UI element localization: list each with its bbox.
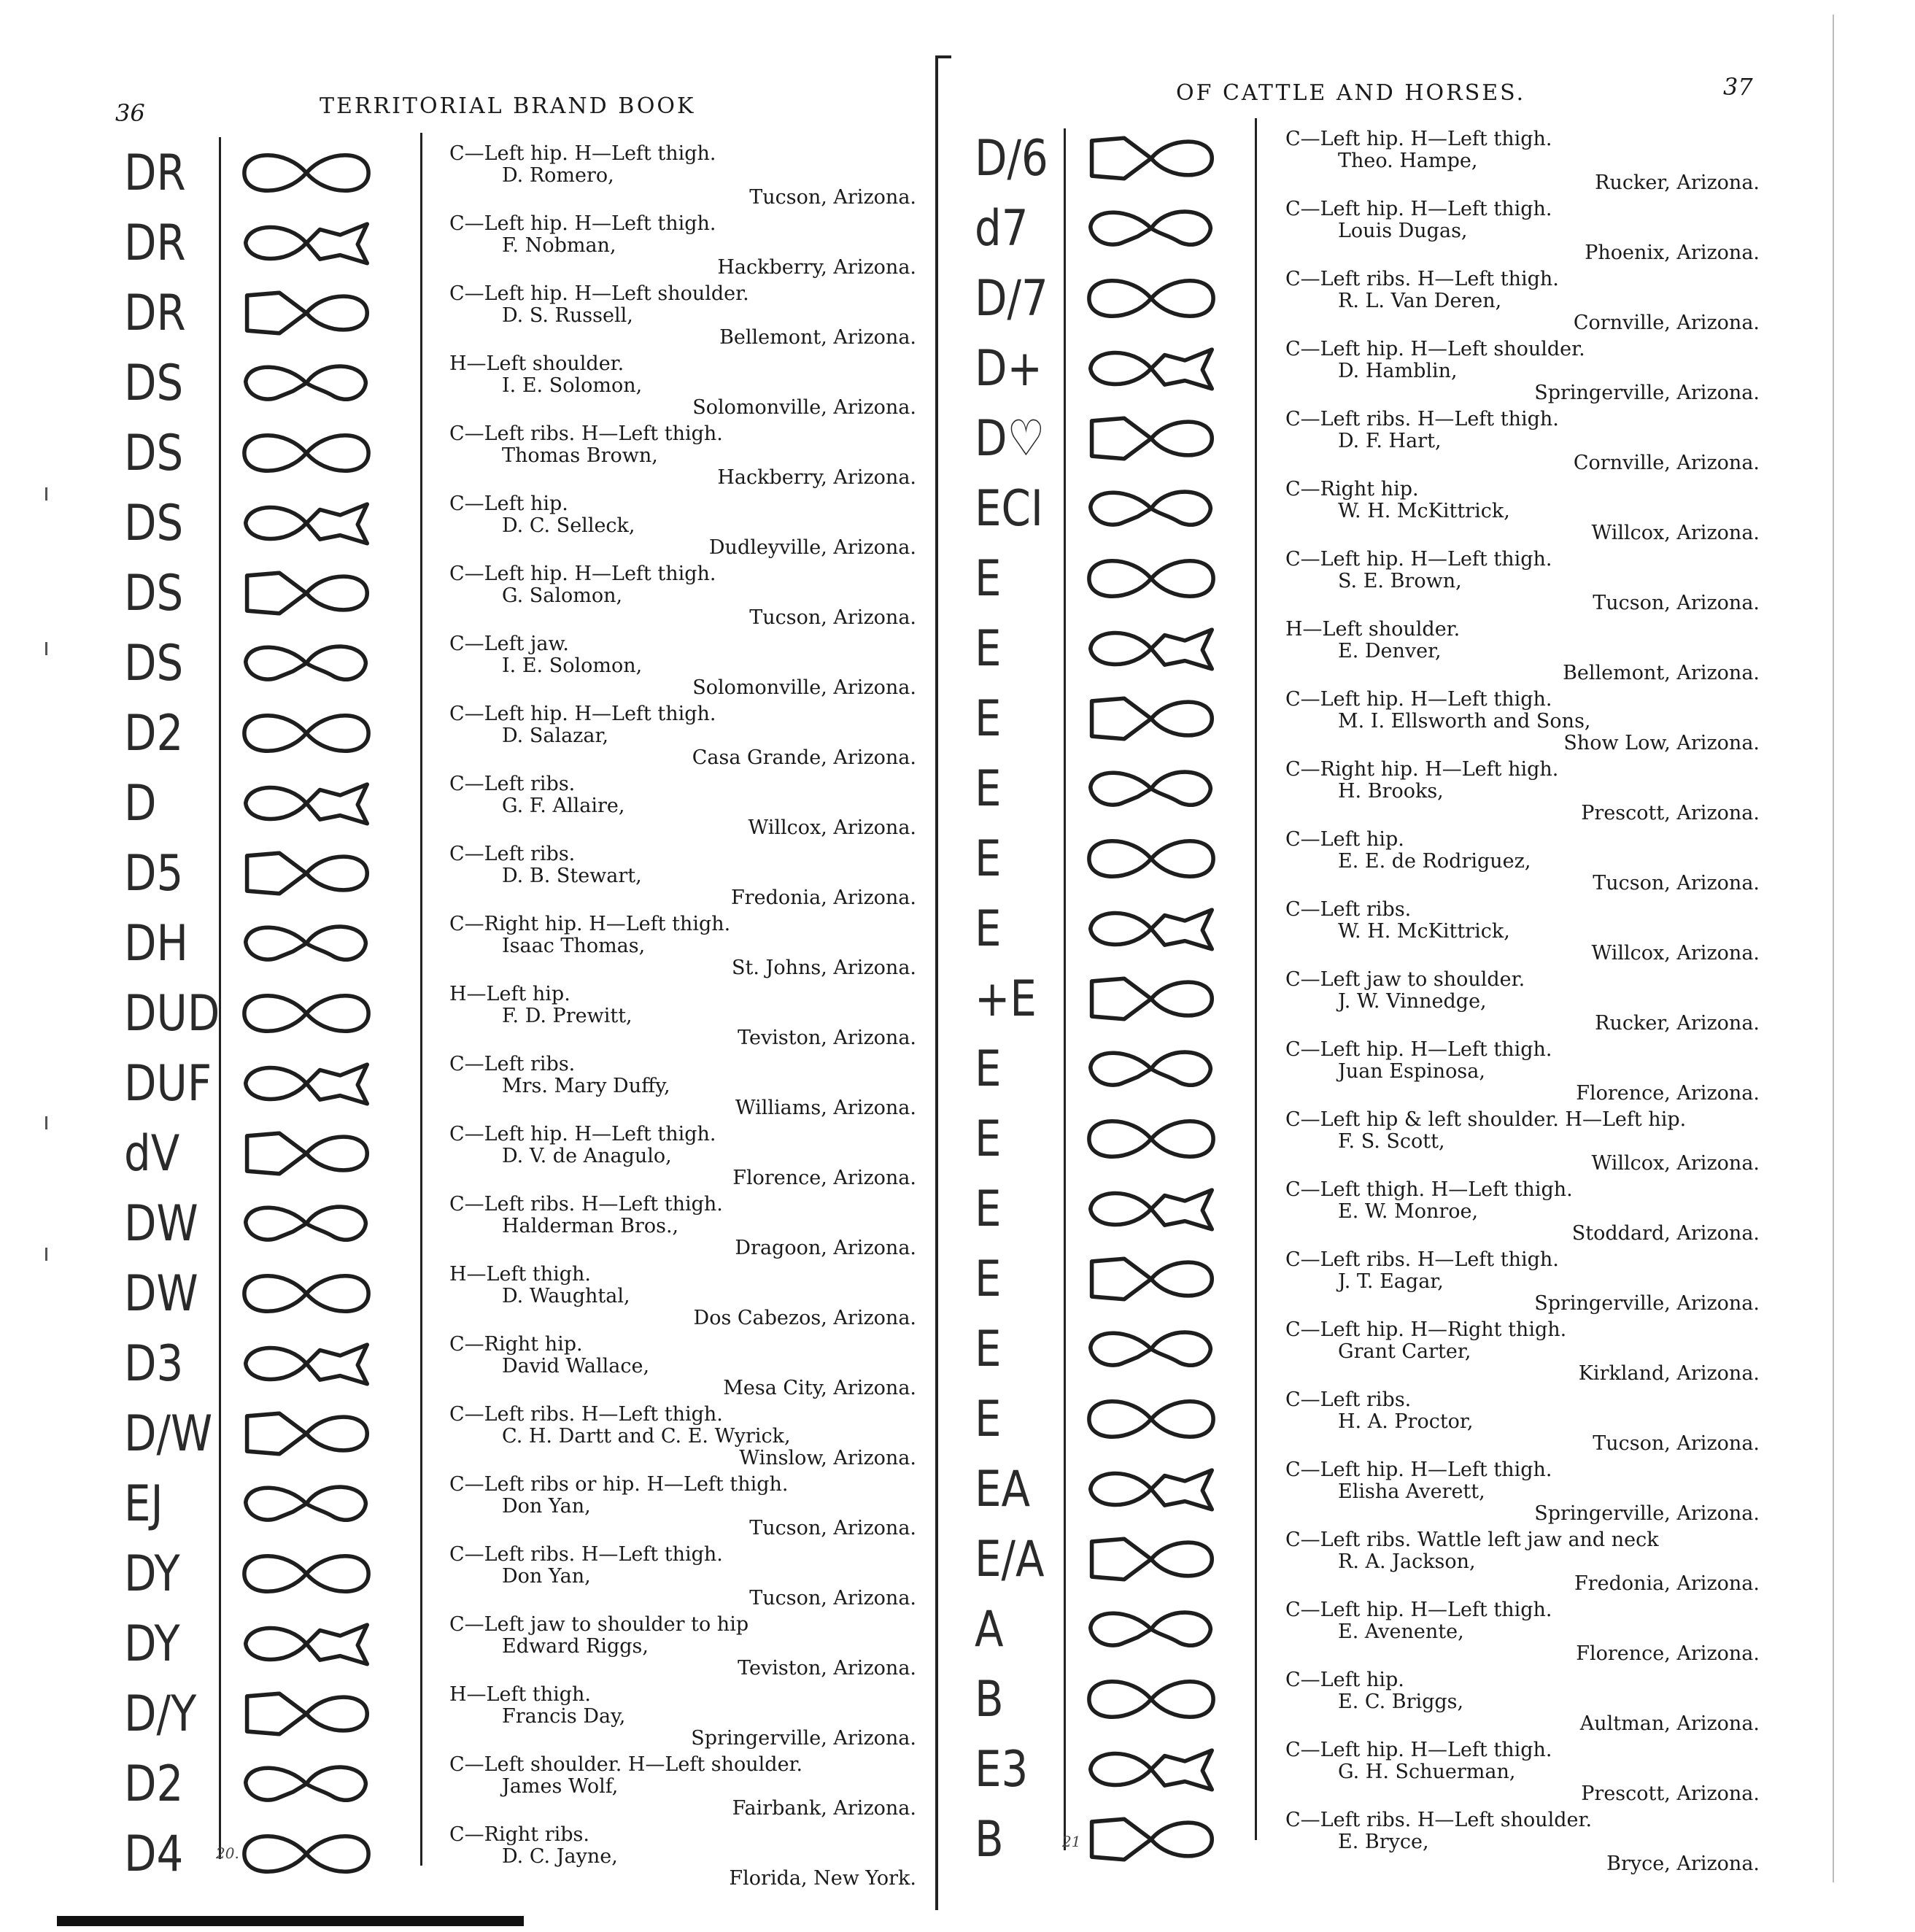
owner-location: Hackberry, Arizona.: [717, 466, 916, 489]
brand-marks: C—Left hip. H—Left thigh.: [1285, 128, 1552, 150]
brand-letters: +E: [975, 970, 1037, 1028]
brand-marks: C—Right hip.: [1285, 478, 1419, 501]
brand-letters: E/A: [975, 1531, 1045, 1588]
owner-name: G. F. Allaire,: [502, 795, 625, 817]
brand-marks: C—Left ribs. H—Left thigh.: [449, 422, 723, 445]
brand-marks: C—Left shoulder. H—Left shoulder.: [449, 1753, 803, 1776]
brand-marks: H—Left thigh.: [449, 1263, 592, 1286]
brand-letters: DR: [124, 144, 186, 202]
owner-location: Tucson, Arizona.: [749, 1587, 916, 1610]
brand-earmark-shape: [1071, 972, 1231, 1026]
brand-marks: C—Right hip. H—Left high.: [1285, 758, 1559, 781]
owner-location: Dos Cabezos, Arizona.: [693, 1307, 916, 1329]
brand-marks: H—Left shoulder.: [449, 352, 624, 375]
brand-marks: C—Left ribs. H—Left thigh.: [1285, 268, 1559, 290]
brand-letters: E: [975, 1321, 1002, 1378]
owner-location: Show Low, Arizona.: [1563, 732, 1760, 754]
brand-letters: D♡: [975, 410, 1045, 468]
brand-entry-row: [0, 1739, 1915, 1813]
brand-marks: C—Left hip. H—Left thigh.: [449, 1123, 716, 1145]
brand-letters: DUD: [124, 985, 220, 1043]
brand-letters: E: [975, 830, 1002, 888]
owner-location: Bellemont, Arizona.: [719, 326, 916, 349]
brand-marks: C—Left jaw to shoulder to hip: [449, 1613, 749, 1636]
page-header-left: TERRITORIAL BRAND BOOK: [320, 93, 696, 119]
owner-name: C. H. Dartt and C. E. Wyrick,: [502, 1425, 791, 1448]
brand-letters: DR: [124, 215, 186, 272]
brand-letters: DY: [124, 1545, 180, 1603]
brand-marks: C—Left ribs. H—Left thigh.: [449, 1193, 723, 1216]
brand-earmark-shape: [1071, 1042, 1231, 1096]
owner-location: Bellemont, Arizona.: [1563, 662, 1760, 684]
owner-location: Springerville, Arizona.: [1534, 1292, 1760, 1315]
brand-letters: ECI: [975, 480, 1043, 538]
brand-letters: DS: [124, 425, 184, 482]
brand-marks: C—Left hip. H—Left shoulder.: [1285, 338, 1585, 360]
owner-location: Willcox, Arizona.: [1591, 1152, 1760, 1175]
owner-name: Thomas Brown,: [502, 444, 658, 467]
owner-location: Willcox, Arizona.: [748, 816, 916, 839]
brand-entry-text: [1285, 969, 1760, 1035]
brand-letters: DW: [124, 1265, 198, 1323]
owner-name: M. I. Ellsworth and Sons,: [1338, 710, 1591, 733]
owner-name: H. A. Proctor,: [1338, 1410, 1474, 1433]
brand-marks: C—Left hip.: [1285, 1669, 1404, 1691]
brand-letters: DS: [124, 495, 184, 552]
owner-name: Don Yan,: [502, 1495, 591, 1518]
owner-location: Fredonia, Arizona.: [730, 886, 916, 909]
owner-name: D. C. Selleck,: [502, 514, 635, 537]
owner-location: Springerville, Arizona.: [691, 1727, 916, 1750]
owner-name: D. B. Stewart,: [502, 865, 642, 887]
brand-marks: C—Left ribs. H—Left thigh.: [1285, 408, 1559, 430]
brand-marks: C—Right hip. H—Left thigh.: [449, 913, 731, 935]
brand-marks: H—Left shoulder.: [1285, 618, 1461, 641]
brand-entry-row: [0, 758, 1915, 832]
brand-entry-row: [0, 268, 1915, 342]
brand-letters: D: [124, 775, 157, 832]
owner-name: J. W. Vinnedge,: [1338, 990, 1487, 1013]
owner-name: W. H. McKittrick,: [1338, 920, 1510, 943]
owner-name: D. V. de Anagulo,: [502, 1145, 672, 1167]
brand-letters: D+: [975, 340, 1042, 398]
brand-earmark-shape: [1071, 1392, 1231, 1446]
brand-marks: C—Right ribs.: [449, 1823, 589, 1846]
owner-location: Phoenix, Arizona.: [1585, 242, 1760, 264]
brand-earmark-shape: [1071, 832, 1231, 886]
owner-location: Fairbank, Arizona.: [732, 1797, 916, 1820]
page-number-right: 37: [1723, 73, 1753, 101]
brand-letters: E: [975, 1040, 1002, 1098]
brand-entry-text: [1285, 1459, 1760, 1525]
brand-marks: C—Left ribs.: [449, 843, 576, 865]
brand-entry-row: [0, 1529, 1915, 1603]
owner-name: E. C. Briggs,: [1338, 1690, 1464, 1713]
brand-marks: C—Left thigh. H—Left thigh.: [1285, 1178, 1573, 1201]
brand-entry-text: [1285, 479, 1760, 544]
owner-location: Dudleyville, Arizona.: [708, 536, 916, 559]
brand-entry-text: [1285, 759, 1760, 824]
brand-marks: C—Left ribs. H—Left thigh.: [449, 1403, 723, 1426]
brand-entry-text: [1285, 619, 1760, 684]
brand-entry-text: [1285, 268, 1760, 334]
brand-marks: C—Left ribs.: [449, 773, 576, 795]
brand-letters: D4: [124, 1825, 184, 1883]
owner-location: Tucson, Arizona.: [1593, 592, 1760, 614]
brand-earmark-shape: [1071, 762, 1231, 816]
brand-marks: H—Left thigh.: [449, 1683, 592, 1706]
brand-entry-text: [1285, 689, 1760, 754]
brand-entry-text: [1285, 829, 1760, 894]
owner-location: Prescott, Arizona.: [1581, 1782, 1760, 1805]
owner-location: Prescott, Arizona.: [1581, 802, 1760, 824]
brand-marks: C—Right hip.: [449, 1333, 583, 1356]
brand-entry-text: [1285, 339, 1760, 404]
brand-earmark-shape: [1071, 1742, 1231, 1796]
owner-name: Francis Day,: [502, 1705, 626, 1728]
owner-name: Edward Riggs,: [502, 1635, 649, 1658]
owner-name: I. E. Solomon,: [502, 654, 643, 677]
owner-name: F. S. Scott,: [1338, 1130, 1445, 1153]
brand-letters: DY: [124, 1615, 180, 1673]
brand-marks: C—Left hip. H—Left thigh.: [1285, 688, 1552, 711]
brand-letters: EA: [975, 1461, 1031, 1518]
brand-letters: D5: [124, 845, 184, 903]
owner-location: Tucson, Arizona.: [749, 1517, 916, 1539]
brand-letters: B: [975, 1811, 1004, 1869]
brand-letters: E: [975, 760, 1002, 818]
owner-name: D. Salazar,: [502, 724, 609, 747]
owner-name: D. S. Russell,: [502, 304, 633, 327]
brand-earmark-shape: [1071, 1112, 1231, 1166]
brand-letters: DR: [124, 285, 186, 342]
brand-entry-text: [1285, 1599, 1760, 1665]
brand-marks: C—Left hip.: [449, 492, 568, 515]
page-number-left: 36: [115, 99, 145, 127]
brand-marks: C—Left hip & left shoulder. H—Left hip.: [1285, 1108, 1687, 1131]
brand-letters: d7: [975, 200, 1029, 258]
owner-name: Halderman Bros.,: [502, 1215, 679, 1237]
brand-entry-text: [1285, 1529, 1760, 1595]
brand-earmark-shape: [1071, 1182, 1231, 1236]
owner-name: Don Yan,: [502, 1565, 591, 1588]
owner-name: D. Hamblin,: [1338, 360, 1458, 382]
brand-letters: E: [975, 1391, 1002, 1448]
owner-name: Mrs. Mary Duffy,: [502, 1075, 670, 1097]
owner-location: Tucson, Arizona.: [1593, 1432, 1760, 1455]
brand-earmark-shape: [1071, 411, 1231, 465]
owner-location: Rucker, Arizona.: [1595, 1012, 1760, 1035]
brand-marks: C—Left ribs.: [449, 1053, 576, 1075]
brand-entry-row: [0, 338, 1915, 412]
brand-marks: C—Left ribs.: [1285, 898, 1412, 921]
owner-location: Florida, New York.: [729, 1867, 916, 1890]
brand-letters: D/6: [975, 130, 1048, 188]
owner-name: F. D. Prewitt,: [502, 1005, 632, 1027]
owner-name: David Wallace,: [502, 1355, 650, 1377]
brand-entry-row: [0, 1599, 1915, 1673]
brand-marks: C—Left hip. H—Left thigh.: [1285, 1599, 1552, 1621]
owner-location: Springerville, Arizona.: [1534, 382, 1760, 404]
brand-marks: C—Left hip.: [1285, 828, 1404, 851]
brand-earmark-shape: [1071, 131, 1231, 185]
brand-earmark-shape: [1071, 1252, 1231, 1306]
brand-marks: C—Left hip. H—Left thigh.: [449, 212, 716, 235]
brand-earmark-shape: [1071, 1532, 1231, 1586]
brand-entry-row: [0, 408, 1915, 482]
brand-letters: DH: [124, 915, 188, 973]
brand-earmark-shape: [1071, 201, 1231, 255]
brand-marks: C—Left ribs. H—Left thigh.: [449, 1543, 723, 1566]
brand-earmark-shape: [1071, 482, 1231, 536]
brand-letters: D2: [124, 1755, 184, 1813]
brand-entry-text: [1285, 1809, 1760, 1875]
brand-letters: E3: [975, 1741, 1029, 1798]
owner-name: J. T. Eagar,: [1338, 1270, 1444, 1293]
owner-name: W. H. McKittrick,: [1338, 500, 1510, 522]
owner-name: R. A. Jackson,: [1338, 1550, 1476, 1573]
brand-marks: C—Left hip. H—Left thigh.: [449, 563, 716, 585]
brand-earmark-shape: [1071, 902, 1231, 956]
owner-location: Dragoon, Arizona.: [735, 1237, 916, 1259]
page-header-right: OF CATTLE AND HORSES.: [1176, 80, 1526, 106]
brand-letters: DS: [124, 565, 184, 622]
owner-location: Kirkland, Arizona.: [1578, 1362, 1760, 1385]
brand-entry-text: [1285, 1739, 1760, 1805]
owner-location: Florence, Arizona.: [1576, 1642, 1760, 1665]
owner-location: Teviston, Arizona.: [738, 1657, 916, 1680]
owner-location: Solomonville, Arizona.: [692, 396, 916, 419]
brand-marks: C—Left ribs. Wattle left jaw and neck: [1285, 1529, 1659, 1551]
brand-letters: dV: [124, 1125, 180, 1183]
brand-entry-row: [0, 688, 1915, 762]
brand-entry-text: [1285, 409, 1760, 474]
owner-name: H. Brooks,: [1338, 780, 1444, 803]
gutter-top-tick: [935, 55, 951, 58]
owner-name: Louis Dugas,: [1338, 220, 1468, 242]
brand-entry-text: [1285, 899, 1760, 965]
owner-name: R. L. Van Deren,: [1338, 290, 1502, 312]
brand-marks: C—Left ribs.: [1285, 1388, 1412, 1411]
owner-location: Williams, Arizona.: [735, 1097, 916, 1119]
owner-location: Fredonia, Arizona.: [1574, 1572, 1760, 1595]
brand-marks: C—Left hip. H—Left thigh.: [1285, 1038, 1552, 1061]
brand-entry-text: [1285, 128, 1760, 194]
brand-letters: D/7: [975, 270, 1048, 328]
brand-marks: H—Left hip.: [449, 983, 570, 1005]
owner-name: Juan Espinosa,: [1338, 1060, 1485, 1083]
owner-name: E. E. de Rodriguez,: [1338, 850, 1531, 873]
owner-location: Cornville, Arizona.: [1573, 312, 1760, 334]
brand-letters: D/W: [124, 1405, 213, 1463]
owner-location: Bryce, Arizona.: [1606, 1852, 1760, 1875]
owner-location: Cornville, Arizona.: [1573, 452, 1760, 474]
owner-location: Willcox, Arizona.: [1591, 942, 1760, 965]
brand-marks: C—Left hip. H—Left thigh.: [449, 142, 716, 165]
brand-letters: D2: [124, 705, 184, 762]
brand-marks: C—Left jaw.: [449, 633, 569, 655]
brand-marks: C—Left ribs. H—Left shoulder.: [1285, 1809, 1593, 1831]
brand-entry-text: [1285, 1389, 1760, 1455]
owner-name: Elisha Averett,: [1338, 1480, 1485, 1503]
owner-location: Winslow, Arizona.: [739, 1447, 916, 1469]
brand-letters: E: [975, 550, 1002, 608]
owner-location: Springerville, Arizona.: [1534, 1502, 1760, 1525]
brand-letters: E: [975, 1181, 1002, 1238]
brand-letters: E: [975, 1110, 1002, 1168]
owner-location: Hackberry, Arizona.: [717, 256, 916, 279]
owner-name: E. Avenente,: [1338, 1620, 1464, 1643]
brand-letters: DW: [124, 1195, 198, 1253]
brand-entry-text: [1285, 198, 1760, 264]
owner-name: G. Salomon,: [502, 584, 623, 607]
owner-name: D. Romero,: [502, 164, 614, 187]
owner-name: Grant Carter,: [1338, 1340, 1471, 1363]
brand-entry-text: [1285, 1249, 1760, 1315]
owner-location: Florence, Arizona.: [732, 1167, 916, 1189]
brand-letters: D3: [124, 1335, 184, 1393]
owner-location: Mesa City, Arizona.: [723, 1377, 916, 1399]
owner-name: E. Denver,: [1338, 640, 1442, 662]
brand-earmark-shape: [1071, 1322, 1231, 1376]
brand-entry-row: [0, 1809, 1915, 1883]
owner-name: E. W. Monroe,: [1338, 1200, 1479, 1223]
brand-entry-row: [0, 898, 1915, 973]
footer-mark-right: 21: [1062, 1833, 1081, 1850]
brand-marks: C—Left hip. H—Left thigh.: [1285, 548, 1552, 571]
brand-entry-row: [0, 198, 1915, 272]
owner-location: Stoddard, Arizona.: [1571, 1222, 1760, 1245]
brand-earmark-shape: [1071, 1462, 1231, 1516]
brand-letters: DS: [124, 355, 184, 412]
brand-entry-row: [0, 478, 1915, 552]
brand-marks: C—Left jaw to shoulder.: [1285, 968, 1525, 991]
brand-entry-row: [0, 128, 1915, 202]
owner-name: D. Waughtal,: [502, 1285, 630, 1307]
owner-location: Teviston, Arizona.: [738, 1027, 916, 1049]
brand-earmark-shape: [1071, 341, 1231, 395]
owner-location: Casa Grande, Arizona.: [692, 746, 916, 769]
brand-letters: DS: [124, 635, 184, 692]
owner-location: Aultman, Arizona.: [1579, 1712, 1760, 1735]
brand-entry-text: [1285, 1179, 1760, 1245]
owner-name: D. C. Jayne,: [502, 1845, 618, 1868]
owner-location: Willcox, Arizona.: [1591, 522, 1760, 544]
owner-location: St. Johns, Arizona.: [732, 957, 916, 979]
brand-marks: C—Left hip. H—Left thigh.: [1285, 1739, 1552, 1761]
brand-earmark-shape: [1071, 622, 1231, 676]
brand-marks: C—Left ribs. H—Left thigh.: [1285, 1248, 1559, 1271]
owner-name: James Wolf,: [502, 1775, 619, 1798]
brand-marks: C—Left hip. H—Left thigh.: [1285, 1458, 1552, 1481]
brand-letters: EJ: [124, 1475, 163, 1533]
owner-location: Florence, Arizona.: [1576, 1082, 1760, 1105]
brand-entry-text: [1285, 1669, 1760, 1735]
brand-earmark-shape: [1071, 1602, 1231, 1656]
brand-letters: E: [975, 900, 1002, 958]
brand-earmark-shape: [1071, 692, 1231, 746]
brand-letters: D/Y: [124, 1685, 197, 1743]
owner-location: Solomonville, Arizona.: [692, 676, 916, 699]
owner-location: Tucson, Arizona.: [749, 606, 916, 629]
brand-letters: DUF: [124, 1055, 212, 1113]
owner-name: E. Bryce,: [1338, 1831, 1429, 1853]
brand-marks: C—Left hip. H—Left shoulder.: [449, 282, 749, 305]
owner-location: Tucson, Arizona.: [749, 186, 916, 209]
brand-entry-row: [0, 1669, 1915, 1743]
footer-mark-left: 20.: [216, 1844, 239, 1862]
brand-entry-text: [1285, 1319, 1760, 1385]
owner-location: Rucker, Arizona.: [1595, 171, 1760, 194]
brand-letters: E: [975, 1251, 1002, 1308]
brand-earmark-shape: [1071, 552, 1231, 606]
owner-location: Tucson, Arizona.: [1593, 872, 1760, 894]
brand-entry-row: [0, 548, 1915, 622]
brand-earmark-shape: [1071, 271, 1231, 325]
brand-entry-row: [0, 828, 1915, 903]
brand-entry-text: [1285, 1109, 1760, 1175]
brand-earmark-shape: [1071, 1672, 1231, 1726]
owner-name: D. F. Hart,: [1338, 430, 1442, 452]
brand-letters: E: [975, 620, 1002, 678]
brand-entry-text: [1285, 549, 1760, 614]
owner-name: F. Nobman,: [502, 234, 616, 257]
brand-letters: A: [975, 1601, 1004, 1658]
footer-bar: [57, 1916, 524, 1926]
owner-name: I. E. Solomon,: [502, 374, 643, 397]
brand-letters: E: [975, 690, 1002, 748]
brand-letters: B: [975, 1671, 1004, 1728]
brand-entry-row: [0, 618, 1915, 692]
owner-name: Isaac Thomas,: [502, 935, 646, 957]
brand-marks: C—Left hip. H—Left thigh.: [1285, 198, 1552, 220]
brand-marks: C—Left ribs or hip. H—Left thigh.: [449, 1473, 789, 1496]
brand-marks: C—Left hip. H—Right thigh.: [1285, 1318, 1567, 1341]
brand-marks: C—Left hip. H—Left thigh.: [449, 703, 716, 725]
owner-name: G. H. Schuerman,: [1338, 1761, 1516, 1783]
owner-name: Theo. Hampe,: [1338, 150, 1478, 172]
owner-name: S. E. Brown,: [1338, 570, 1462, 592]
brand-entry-text: [1285, 1039, 1760, 1105]
brand-earmark-shape: [1071, 1812, 1231, 1866]
